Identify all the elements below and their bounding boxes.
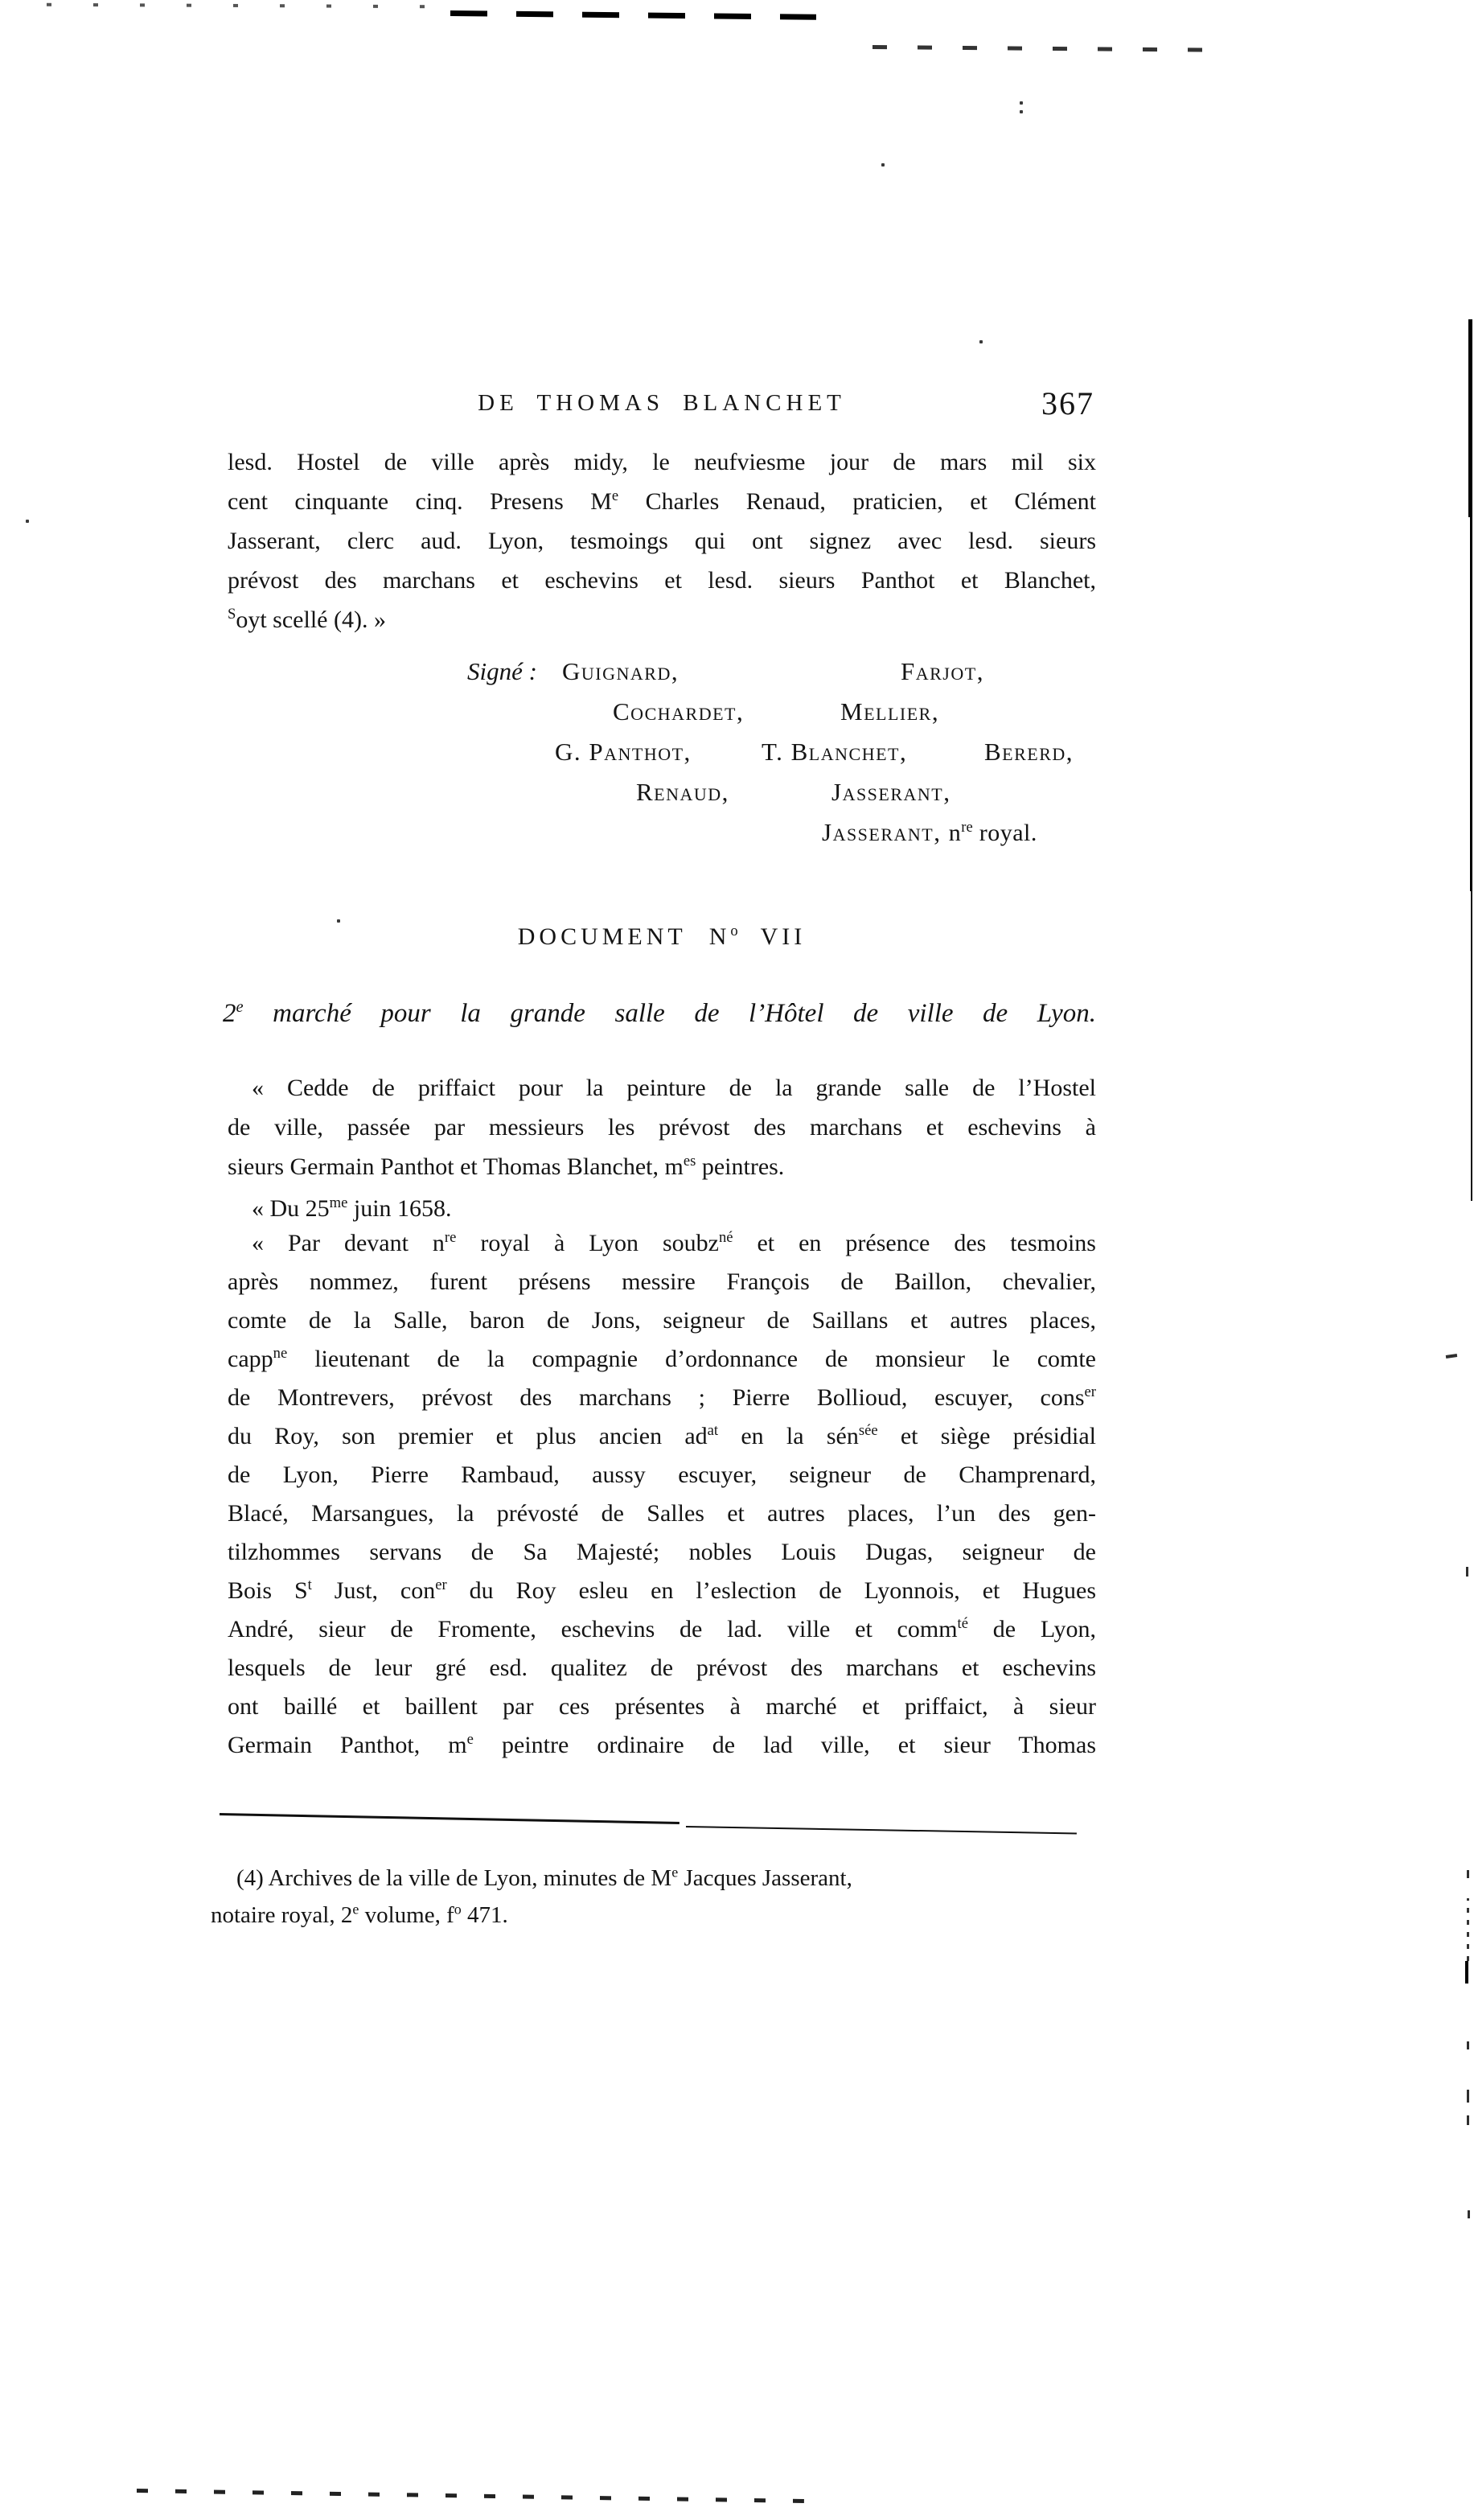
signature-name: T. Blanchet, [762,738,908,766]
text-line: après nommez, furent présens messire François de Baillon, chevalier, [228,1268,1096,1295]
scan-artifact [1467,2090,1469,2103]
text-line: capp$^{ne}$ lieutenant de la compagnie d’ordonnance de monsieur le comte [228,1345,1096,1372]
text-line: Jasserant, clerc aud. Lyon, tesmoings qui ont signez avec lesd. sieurs [228,528,1096,554]
document-title: 2e marché pour la grande salle de l’Hôtel de ville de Lyon. [223,998,1096,1028]
text-line: de ville, passée par messieurs les prévost des marchans et eschevins à [228,1114,1096,1141]
signature-name-caps: Jasserant, [822,818,942,846]
text-line: André, sieur de Fromente, eschevins de lad. ville et comm$^{té}$ de Lyon, [228,1615,1096,1642]
signature-block [228,652,1096,861]
signature-name: Mellier, [840,697,940,726]
signature-name: G. Panthot, [555,738,692,766]
signature-row [228,772,1096,812]
document-heading: DOCUMENT $N^o$ VII [517,923,807,950]
scan-artifact-right-edge [1468,319,1472,517]
signature-row [228,732,1096,772]
scan-artifact-right-edge [1467,1898,1469,1961]
text-line: Germain Panthot, $m^e$ peintre ordinaire de lad ville, et sieur Thomas [228,1731,1097,1758]
text-line: du Roy, son premier et plus ancien $ad^{at}$ en la sén$^{sée}$ et siège présidial [228,1422,1096,1449]
scan-artifact [1467,2041,1469,2049]
footnote [211,1860,1079,1934]
text-line: Blacé, Marsangues, la prévosté de Salles et autres places, l’un des gen- [228,1500,1096,1527]
signature-label: Signé : [467,657,537,685]
signature-name: Bererd, [984,738,1074,766]
scan-artifact-right-edge [1471,891,1472,1201]
text-line: lesquels de leur gré esd. qualitez de prévost des marchans et eschevins [228,1655,1096,1681]
text-line: tilzhommes servans de Sa Majesté; nobles Louis Dugas, seigneur de [228,1539,1096,1565]
scan-artifact-right-edge [1465,1961,1468,1984]
scan-artifact [1467,1870,1469,1878]
signature-name: Cochardet, [613,697,745,726]
signature-name [822,812,1037,853]
text-line: de Lyon, Pierre Rambaud, aussy escuyer, seigneur de Champrenard, [228,1461,1096,1488]
signature-name: Farjot, [901,657,984,685]
text-line: prévost des marchans et eschevins et lesd. sieurs Panthot et Blanchet, [228,567,1096,594]
text-line: $^S$oyt scellé (4). » [228,606,386,633]
signature-row [228,692,1096,732]
scan-artifact [1446,1354,1457,1359]
running-head: DE THOMAS BLANCHET [478,390,846,416]
text-line: (4) Archives de la ville de Lyon, minutes de Me Jacques Jasserant, [236,1864,852,1891]
signature-name: Renaud, [636,778,729,806]
signature-name-suffix: $n^{re}$ royal. [948,819,1037,846]
scan-artifact [26,520,29,523]
text-line: de Montrevers, prévost des marchans ; Pierre Bollioud, escuyer, cons$^{er}$ [228,1383,1096,1411]
scan-artifact [1466,1567,1468,1577]
text-line: « Cedde de priffaict pour la peinture de la grande salle de l’Hostel [252,1075,1096,1101]
signature-row [228,812,1096,853]
paragraph-1 [228,442,1096,639]
page-number: 367 [1041,385,1094,421]
date-line: « Du $25^{me}$ juin 1658. [252,1194,452,1222]
paragraph-3 [228,1224,1096,1765]
text-block [211,0,1097,2520]
footnote-rule [220,1813,680,1824]
text-line: ont baillé et baillent par ces présentes à marché et priffaict, à sieur [228,1693,1096,1720]
text-line: lesd. Hostel de ville après midy, le neufviesme jour de mars mil six [228,449,1096,475]
text-line: cent cinquante cinq. Presens Me Charles Renaud, praticien, et Clément [228,487,1096,515]
scan-artifact-right-edge [1470,517,1472,891]
paragraph-2 [228,1068,1096,1186]
signature-row [228,652,1096,692]
text-line: sieurs Germain Panthot et Thomas Blanchet, $m^{es}$ peintres. [228,1153,785,1180]
text-line: comte de la Salle, baron de Jons, seigneur de Saillans et autres places, [228,1307,1096,1334]
scan-artifact [1467,2115,1469,2125]
scan-artifact [1468,2210,1470,2218]
text-line: Bois $S^t$ Just, con$^{er}$ du Roy esleu en l’eslection de Lyonnois, et Hugues [228,1577,1096,1604]
text-line: notaire royal, 2e volume, $f^o$ 471. [211,1901,508,1928]
text-line: « Par devant $n^{re}$ royal à Lyon soubz$^{né}$ et en présence des tesmoins [252,1229,1096,1256]
footnote-rule [686,1826,1077,1834]
signature-name: Jasserant, [831,778,951,806]
signature-name: Guignard, [562,657,680,685]
